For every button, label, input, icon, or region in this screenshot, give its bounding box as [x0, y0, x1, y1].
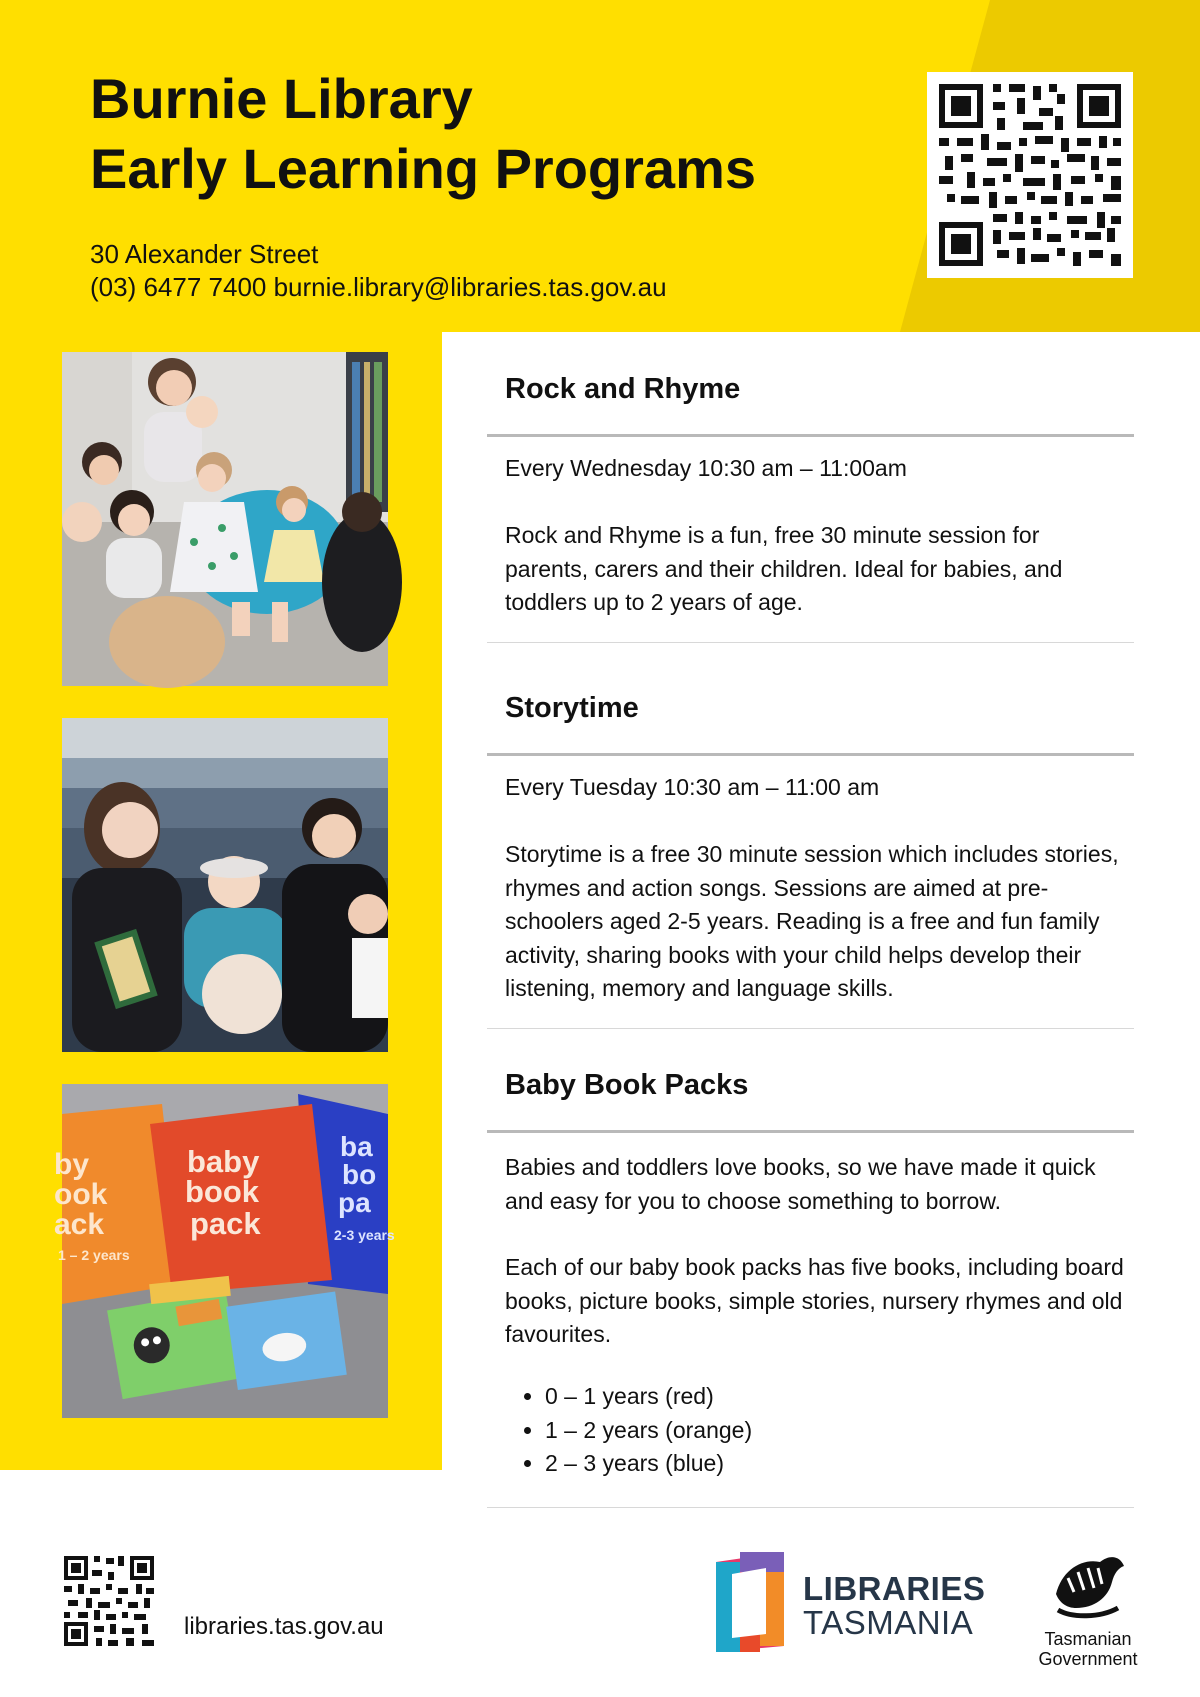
logo-line-1: LIBRARIES — [803, 1570, 986, 1607]
rock-schedule: Every Wednesday 10:30 am – 11:00am — [505, 455, 907, 481]
list-item: • 1 – 2 years (orange) — [545, 1414, 752, 1448]
list-item: • 2 – 3 years (blue) — [545, 1447, 752, 1481]
section-divider — [487, 1028, 1134, 1029]
rock-description: Rock and Rhyme is a fun, free 30 minute session for parents, carers and their children. Ideal for babies, and toddlers up to 2 years of age. — [505, 522, 1063, 615]
section-rule — [487, 753, 1134, 756]
title-line-1: Burnie Library — [90, 67, 473, 130]
address: 30 Alexander Street — [90, 239, 319, 269]
bag-blue-text-1: ba — [340, 1131, 373, 1162]
footer-qr-code[interactable] — [62, 1554, 156, 1648]
bag-orange-text-3: ack — [54, 1208, 105, 1241]
logo-line-2: TASMANIA — [803, 1604, 974, 1641]
bag-red-text-2: book — [185, 1174, 260, 1209]
section-rule — [487, 434, 1134, 437]
list-item: • 0 – 1 years (red) — [545, 1380, 752, 1414]
gov-line-1: Tasmanian — [1044, 1629, 1132, 1649]
photo-rock-and-rhyme — [62, 352, 388, 686]
gov-line-2: Government — [1038, 1649, 1138, 1669]
page-title — [90, 64, 756, 204]
phone-email: (03) 6477 7400 burnie.library@libraries.tas.gov.au — [90, 272, 667, 302]
section-title-storytime: Storytime — [505, 692, 639, 724]
tasmanian-government-logo — [1028, 1548, 1148, 1688]
book-packs-image — [54, 1084, 395, 1418]
bag-red-text-1: baby — [187, 1144, 260, 1179]
bag-blue-text-2: bo — [342, 1159, 377, 1190]
storytime-reading-image — [62, 718, 388, 1052]
footer-website-link[interactable]: libraries.tas.gov.au — [184, 1613, 384, 1640]
section-divider — [487, 1507, 1134, 1508]
bag-orange-text-2: ook — [54, 1178, 108, 1211]
section-divider — [487, 642, 1134, 643]
children-group-image — [62, 352, 388, 686]
bag-red-text-3: pack — [190, 1206, 261, 1241]
bag-blue-text-4: 2-3 years — [334, 1227, 395, 1243]
storytime-description: Storytime is a free 30 minute session which includes stories, rhymes and action songs. Sessions are aimed at pre-schoolers aged 2-5 years. Reading is a free and fun family activity, sharing books with your child helps develop their listening, memory and language skills. — [505, 841, 1119, 1001]
qr-code-icon — [62, 1554, 156, 1648]
libraries-tasmania-icon — [710, 1548, 800, 1656]
photo-storytime — [62, 718, 388, 1052]
title-line-2: Early Learning Programs — [90, 137, 757, 200]
bag-blue-text-3: pa — [338, 1187, 371, 1218]
photo-baby-book-packs — [54, 1084, 395, 1418]
packs-intro: Babies and toddlers love books, so we have made it quick and easy for you to choose something to borrow. — [505, 1154, 1096, 1214]
section-title-rock-and-rhyme: Rock and Rhyme — [505, 373, 741, 405]
storytime-schedule: Every Tuesday 10:30 am – 11:00 am — [505, 774, 880, 800]
bag-orange-text-1: by — [54, 1148, 90, 1181]
contact-block — [90, 238, 667, 304]
libraries-tasmania-wordmark — [803, 1572, 985, 1640]
packs-description: Each of our baby book packs has five books, including board books, picture books, simple stories, nursery rhymes and old favourites. — [505, 1254, 1124, 1347]
age-list — [505, 1380, 752, 1481]
section-rule — [487, 1130, 1134, 1133]
bag-orange-text-4: 1 – 2 years — [58, 1247, 130, 1263]
section-title-baby-book-packs: Baby Book Packs — [505, 1069, 749, 1101]
qr-code[interactable] — [927, 72, 1133, 278]
qr-code-icon — [927, 72, 1133, 278]
tasmanian-tiger-icon — [1048, 1548, 1128, 1624]
